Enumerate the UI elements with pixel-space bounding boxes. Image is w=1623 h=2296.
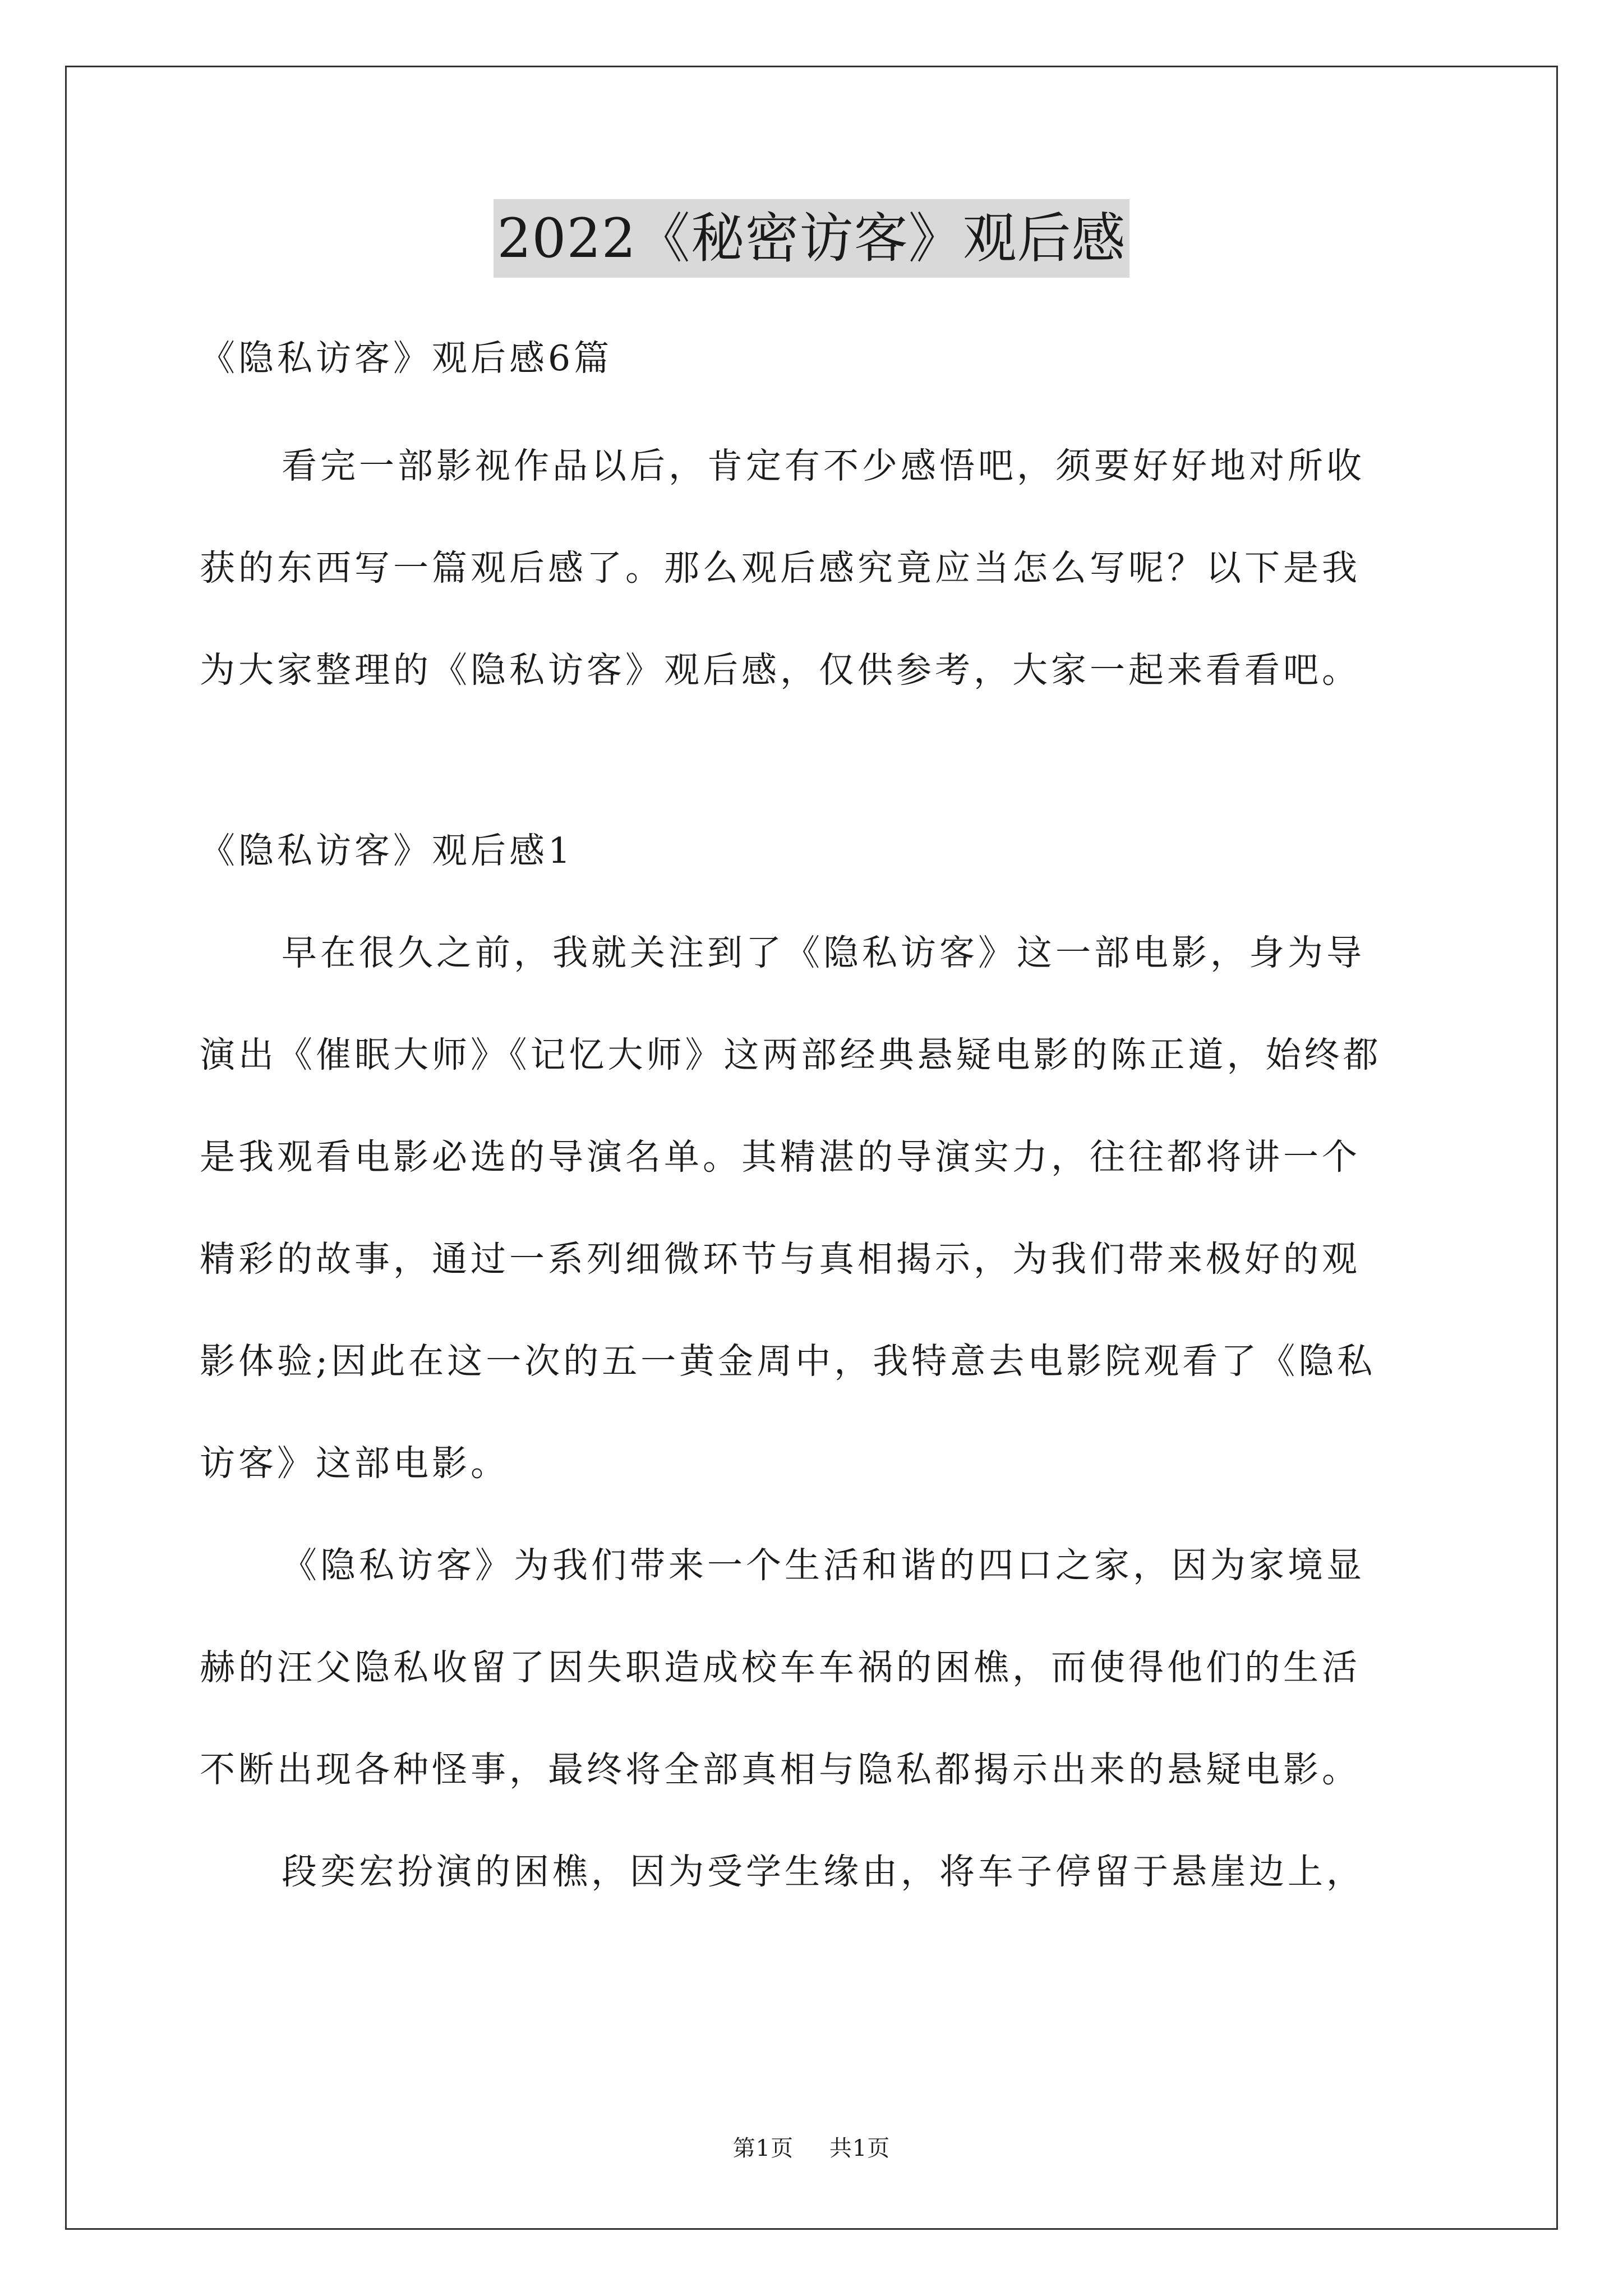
document-subtitle: 《隐私访客》观后感6篇: [200, 338, 613, 379]
paragraph-line: 影体验;因此在这一次的五一黄金周中，我特意去电影院观看了《隐私: [200, 1341, 1376, 1382]
title-wrap: [0, 199, 1623, 278]
page-footer: [0, 2132, 1623, 2165]
paragraph-line: 精彩的故事，通过一系列细微环节与真相揭示，为我们带来极好的观: [200, 1239, 1361, 1280]
paragraph-line: 演出《催眠大师》《记忆大师》这两部经典悬疑电影的陈正道，始终都: [200, 1034, 1382, 1075]
intro-line: 看完一部影视作品以后，肯定有不少感悟吧，须要好好地对所收: [282, 445, 1365, 486]
paragraph-line: 访客》这部电影。: [200, 1443, 509, 1484]
document-body: [200, 307, 1426, 1923]
section-heading: 《隐私访客》观后感1: [200, 830, 574, 871]
paragraph-line: 早在很久之前，我就关注到了《隐私访客》这一部电影，身为导: [282, 932, 1365, 973]
paragraph-line: 《隐私访客》为我们带来一个生活和谐的四口之家，因为家境显: [282, 1545, 1365, 1586]
page-number-total: 共1页: [829, 2136, 891, 2161]
document-title: 2022《秘密访客》观后感: [494, 199, 1129, 278]
paragraph-line: 不断出现各种怪事，最终将全部真相与隐私都揭示出来的悬疑电影。: [200, 1749, 1361, 1790]
paragraph-line: 赫的汪父隐私收留了因失职造成校车车祸的困樵，而使得他们的生活: [200, 1647, 1361, 1688]
intro-line: 为大家整理的《隐私访客》观后感，仅供参考，大家一起来看看吧。: [200, 650, 1361, 691]
paragraph-line: 是我观看电影必选的导演名单。其精湛的导演实力，往往都将讲一个: [200, 1137, 1361, 1177]
page-number-current: 第1页: [732, 2136, 794, 2161]
intro-line: 获的东西写一篇观后感了。那么观后感究竟应当怎么写呢？以下是我: [200, 547, 1361, 588]
paragraph-line: 段奕宏扮演的困樵，因为受学生缘由，将车子停留于悬崖边上，: [282, 1851, 1365, 1892]
